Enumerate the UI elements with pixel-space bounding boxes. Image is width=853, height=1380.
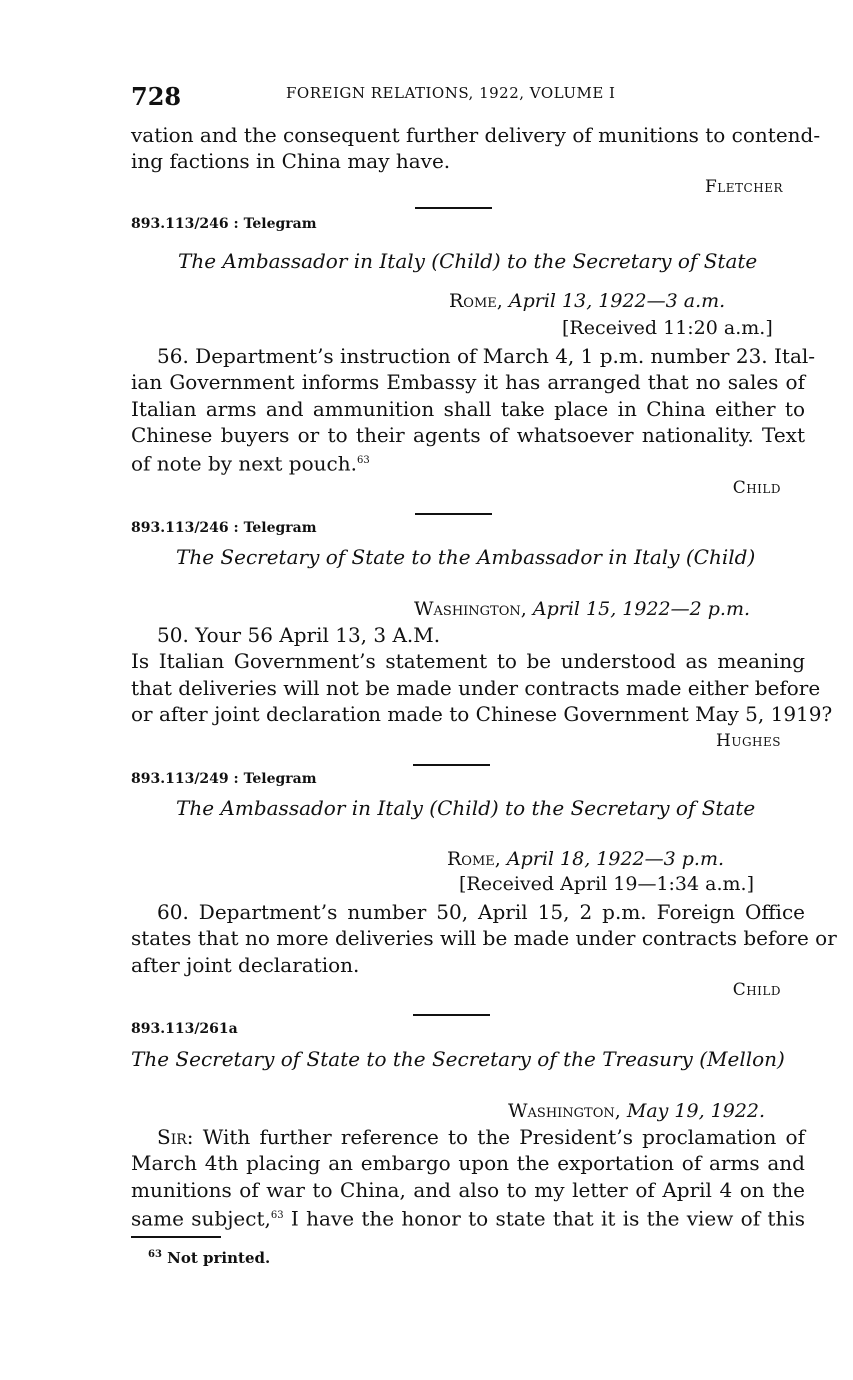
divider <box>413 764 490 766</box>
letter-body <box>131 1124 805 1232</box>
page-number: 728 <box>131 82 182 111</box>
text-line: that deliveries will not be made under contracts made either before <box>131 675 821 700</box>
salutation: Sir: <box>157 1125 194 1149</box>
divider <box>415 513 492 515</box>
text-line: of note by next pouch.$^{63}$ <box>131 451 370 476</box>
footnote-text: Not printed. <box>167 1249 271 1267</box>
text-line: vation and the consequent further delivery of munitions to contend- <box>131 123 821 147</box>
dateline-date: April 15, 1922—2 p.m. <box>532 598 751 620</box>
text-line: 50. Your 56 April 13, 3 A.M. <box>157 623 441 647</box>
text-line: same subject,$^{63}$ I have the honor to state that it is the view of this <box>131 1206 805 1231</box>
text-line: ian Government informs Embassy it has arranged that no sales of <box>131 370 805 395</box>
signature: Child <box>732 478 781 498</box>
dateline-place: Rome, <box>447 848 501 870</box>
footnote-marker: 63 <box>148 1249 162 1260</box>
footnote <box>148 1249 270 1267</box>
document-title: The Secretary of State to the Ambassador in Italy (Child) <box>176 545 756 569</box>
file-reference: 893.113/246 : Telegram <box>131 216 317 232</box>
footnote-ref: 63 <box>356 455 370 467</box>
text-line: or after joint declaration made to Chinese Government May 5, 1919? <box>131 701 833 726</box>
dateline-date: April 13, 1922—3 a.m. <box>508 290 726 312</box>
text-line: Italian arms and ammunition shall take place in China either to <box>131 396 805 421</box>
document-title: The Ambassador in Italy (Child) to the Secretary of State <box>178 249 758 273</box>
text-line: after joint declaration. <box>131 952 360 977</box>
file-reference: 893.113/261a <box>131 1021 238 1037</box>
text-line: ing factions in China may have. <box>131 149 451 174</box>
divider <box>413 1014 490 1016</box>
signature: Child <box>732 980 781 1000</box>
text-line: Sir: With further reference to the President’s proclamation of <box>157 1125 806 1149</box>
text-line: Chinese buyers or to their agents of whatsoever nationality. Text <box>131 422 805 447</box>
dateline <box>414 598 750 620</box>
running-title: FOREIGN RELATIONS, 1922, VOLUME I <box>286 84 616 102</box>
text-line: 60. Department’s number 50, April 15, 2 p.m. Foreign Office <box>157 900 805 924</box>
text-line: Is Italian Government’s statement to be understood as meaning <box>131 649 805 674</box>
telegram-body <box>131 622 833 727</box>
dateline <box>508 1100 765 1122</box>
signature: Hughes <box>716 731 781 751</box>
text-line: 56. Department’s instruction of March 4, 1 p.m. number 23. Ital- <box>157 344 816 368</box>
footnote-rule <box>131 1236 221 1238</box>
received-note: [Received 11:20 a.m.] <box>562 317 773 339</box>
document-title: The Ambassador in Italy (Child) to the Secretary of State <box>176 796 756 820</box>
dateline-place: Rome, <box>449 290 503 312</box>
dateline-date: May 19, 1922. <box>626 1100 766 1122</box>
dateline-date: April 18, 1922—3 p.m. <box>506 848 725 870</box>
dateline-place: Washington, <box>414 598 527 620</box>
file-reference: 893.113/249 : Telegram <box>131 771 317 787</box>
text-line: March 4th placing an embargo upon the exportation of arms and <box>131 1151 805 1176</box>
signature: Fletcher <box>705 177 783 197</box>
divider <box>415 207 492 209</box>
received-note: [Received April 19—1:34 a.m.] <box>459 873 754 895</box>
intro-paragraph <box>131 122 821 175</box>
footnote-ref: 63 <box>270 1209 284 1221</box>
dateline <box>449 290 725 312</box>
text-line: munitions of war to China, and also to my letter of April 4 on the <box>131 1177 805 1202</box>
file-reference: 893.113/246 : Telegram <box>131 520 317 536</box>
dateline <box>447 848 724 870</box>
text-line: states that no more deliveries will be made under contracts before or <box>131 926 837 951</box>
dateline-place: Washington, <box>508 1100 621 1122</box>
telegram-body <box>131 899 837 978</box>
telegram-body <box>131 343 816 477</box>
document-title: The Secretary of State to the Secretary of the Treasury (Mellon) <box>131 1047 785 1071</box>
